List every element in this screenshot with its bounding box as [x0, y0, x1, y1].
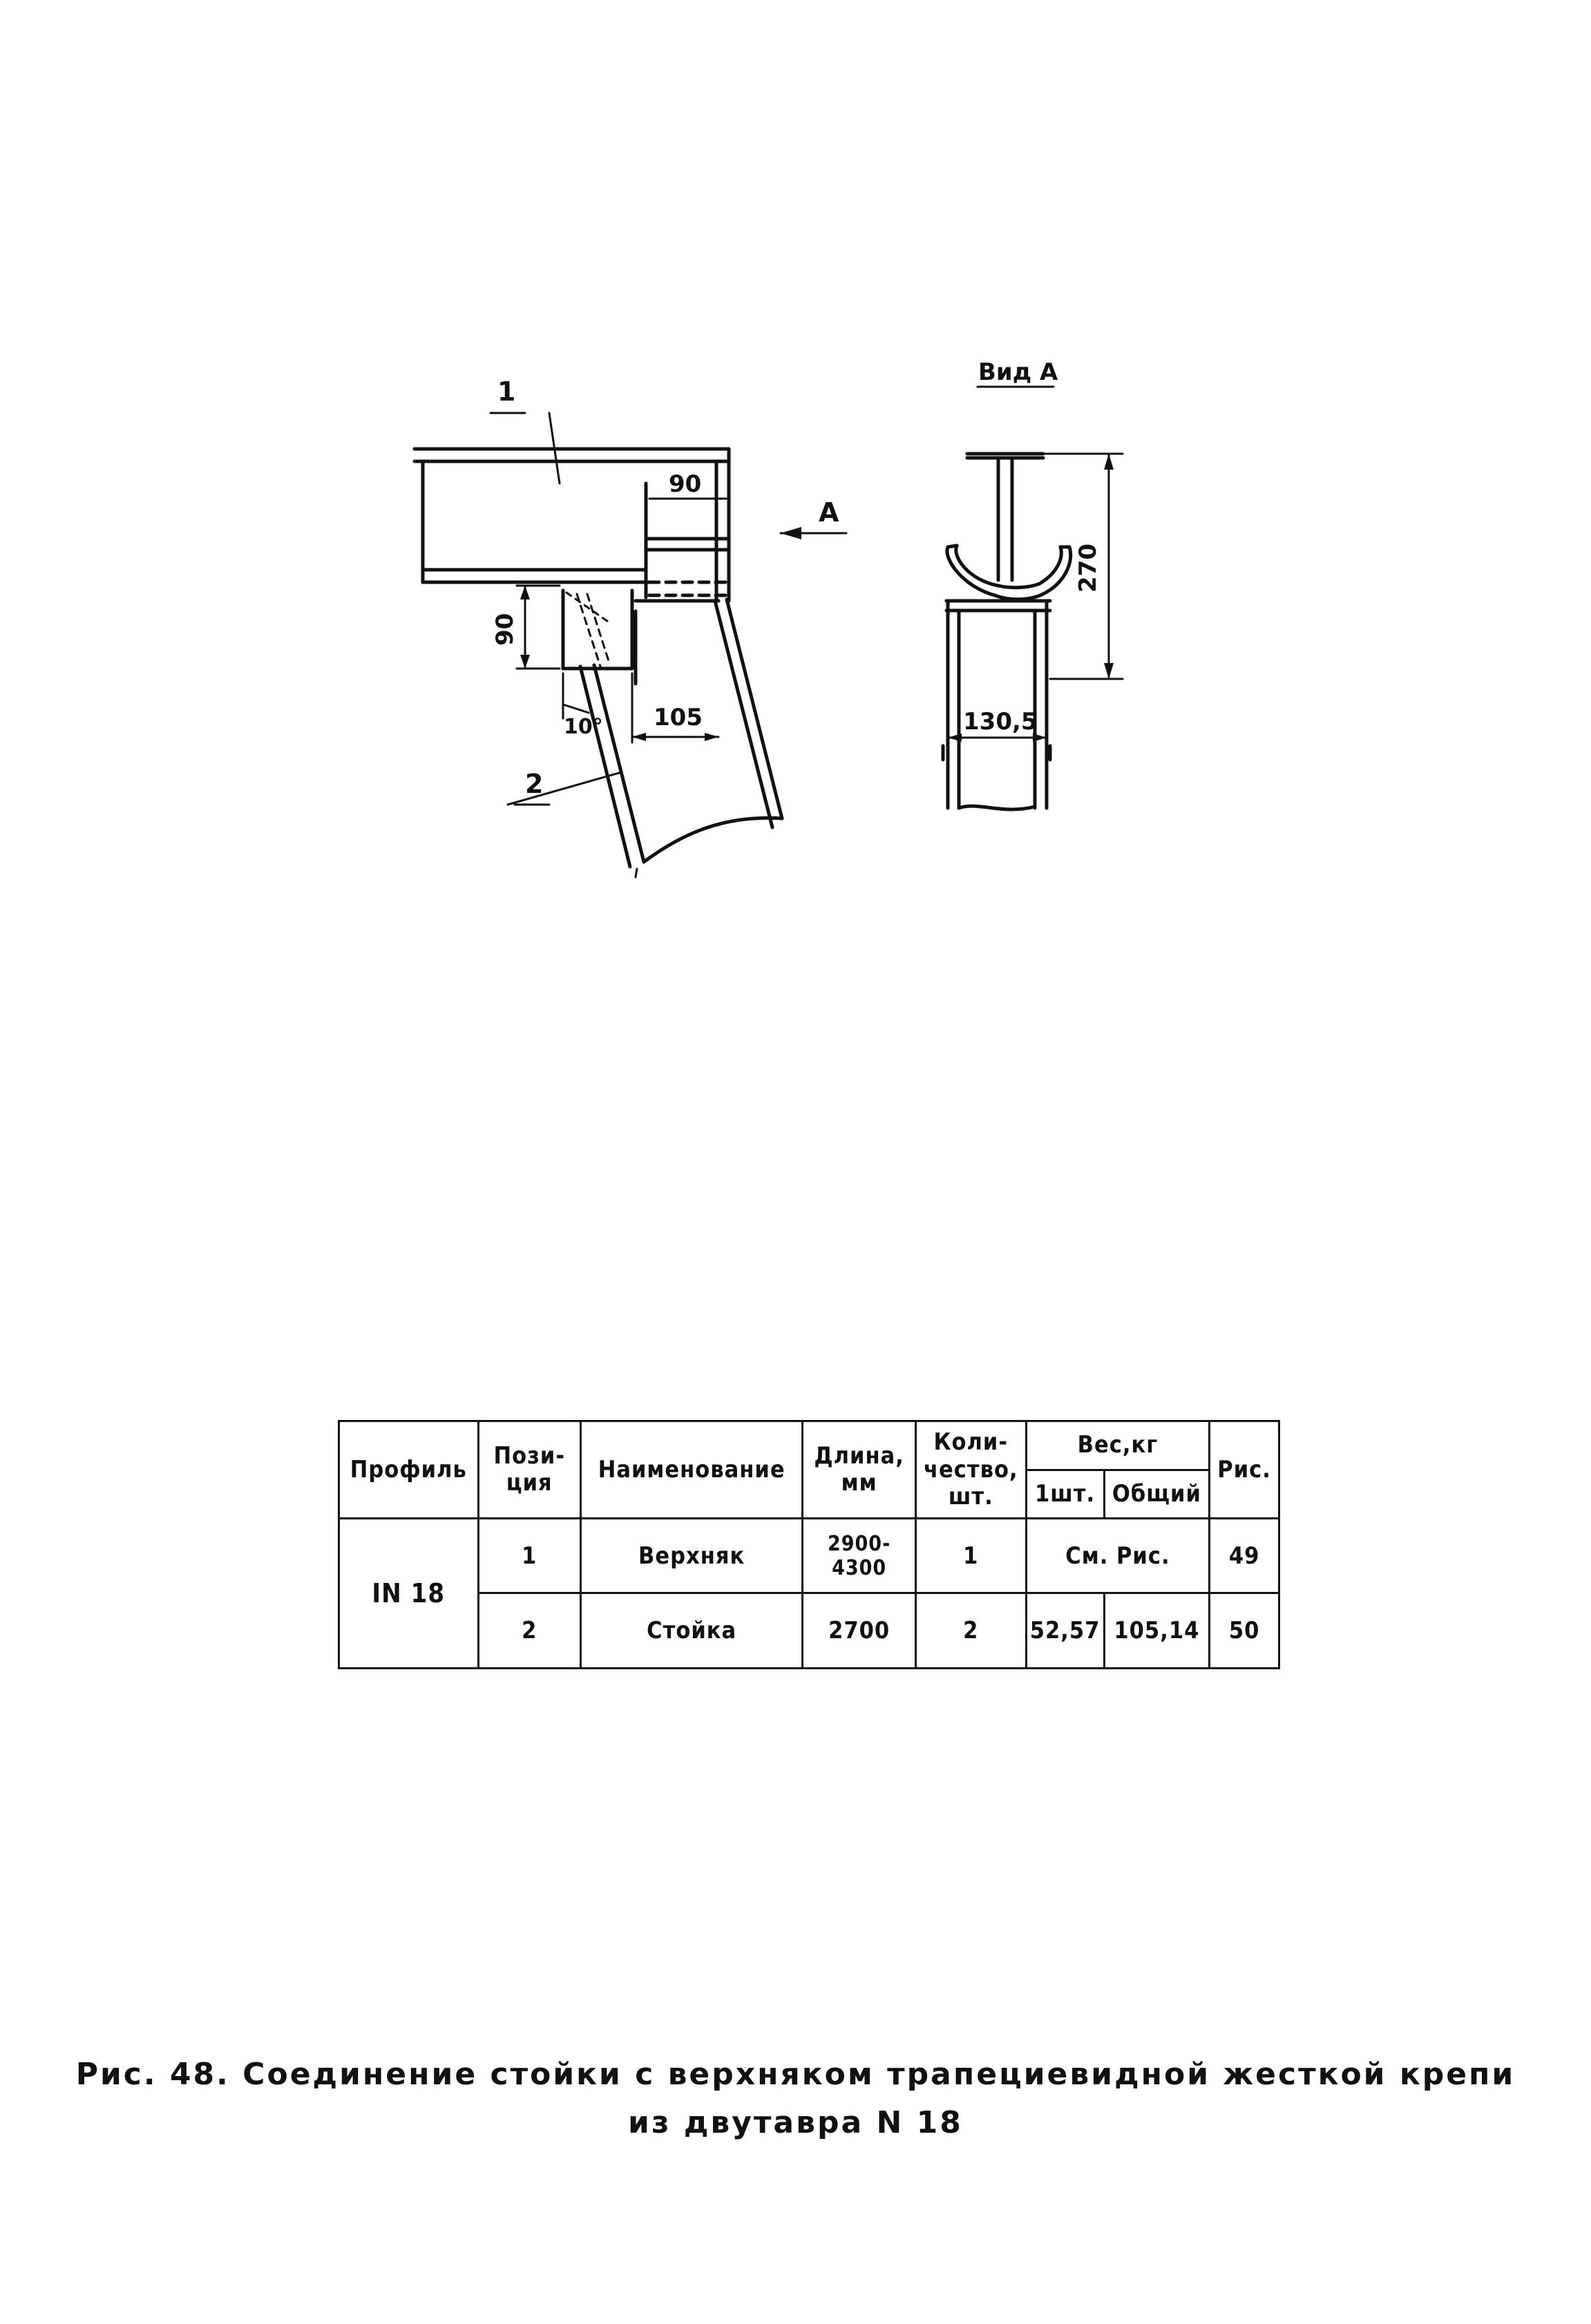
- cell-length: 2700: [803, 1593, 916, 1669]
- post-element: [580, 599, 782, 877]
- header-quantity: Коли- чество, шт.: [915, 1421, 1026, 1519]
- specification-table: [338, 1420, 1280, 1669]
- dim-bottom: 105: [654, 704, 703, 731]
- view-arrow-label: А: [819, 497, 839, 528]
- cell-fig: 49: [1210, 1519, 1279, 1593]
- header-length: Длина, мм: [803, 1421, 916, 1519]
- angle-label: 10°: [564, 715, 603, 739]
- header-fig: Рис.: [1210, 1421, 1279, 1519]
- dim-width: 130,5: [963, 708, 1038, 736]
- view-title: Вид А: [978, 358, 1058, 386]
- figure-caption-line1: Рис. 48. Соединение стойки с верхняком трапециевидной жесткой крепи: [75, 2057, 1516, 2092]
- cell-position: 2: [478, 1593, 580, 1669]
- header-profile: Профиль: [339, 1421, 479, 1519]
- profile-cell: IN 18: [339, 1519, 479, 1669]
- table-row: [339, 1519, 1279, 1593]
- label-post: 2: [525, 769, 544, 799]
- cell-quantity: 2: [915, 1593, 1026, 1669]
- stub-plate: [563, 590, 632, 669]
- header-position: Пози- ция: [478, 1421, 580, 1519]
- cell-length: 2900-4300: [803, 1519, 916, 1593]
- figure-caption-line2: из двутавра N 18: [628, 2105, 963, 2140]
- header-weight: Вес,кг: [1026, 1421, 1210, 1470]
- dim-top: 90: [669, 470, 702, 498]
- cell-fig: 50: [1210, 1593, 1279, 1669]
- label-beam: 1: [497, 376, 516, 407]
- header-weight-one: 1шт.: [1026, 1470, 1104, 1519]
- cell-name: Верхняк: [581, 1519, 803, 1593]
- header-weight-total: Общий: [1104, 1470, 1210, 1519]
- cell-weight-merged: См. Рис.: [1026, 1519, 1210, 1593]
- cell-weight-total: 105,14: [1104, 1593, 1210, 1669]
- dim-height: 270: [1074, 544, 1102, 593]
- cell-weight-one: 52,57: [1026, 1593, 1104, 1669]
- dim-side: 90: [491, 613, 519, 646]
- cell-name: Стойка: [581, 1593, 803, 1669]
- header-name: Наименование: [581, 1421, 803, 1519]
- cell-quantity: 1: [915, 1519, 1026, 1593]
- table-row: [339, 1593, 1279, 1669]
- beam-element: [415, 413, 729, 601]
- section-view: [943, 454, 1071, 809]
- cell-position: 1: [478, 1519, 580, 1593]
